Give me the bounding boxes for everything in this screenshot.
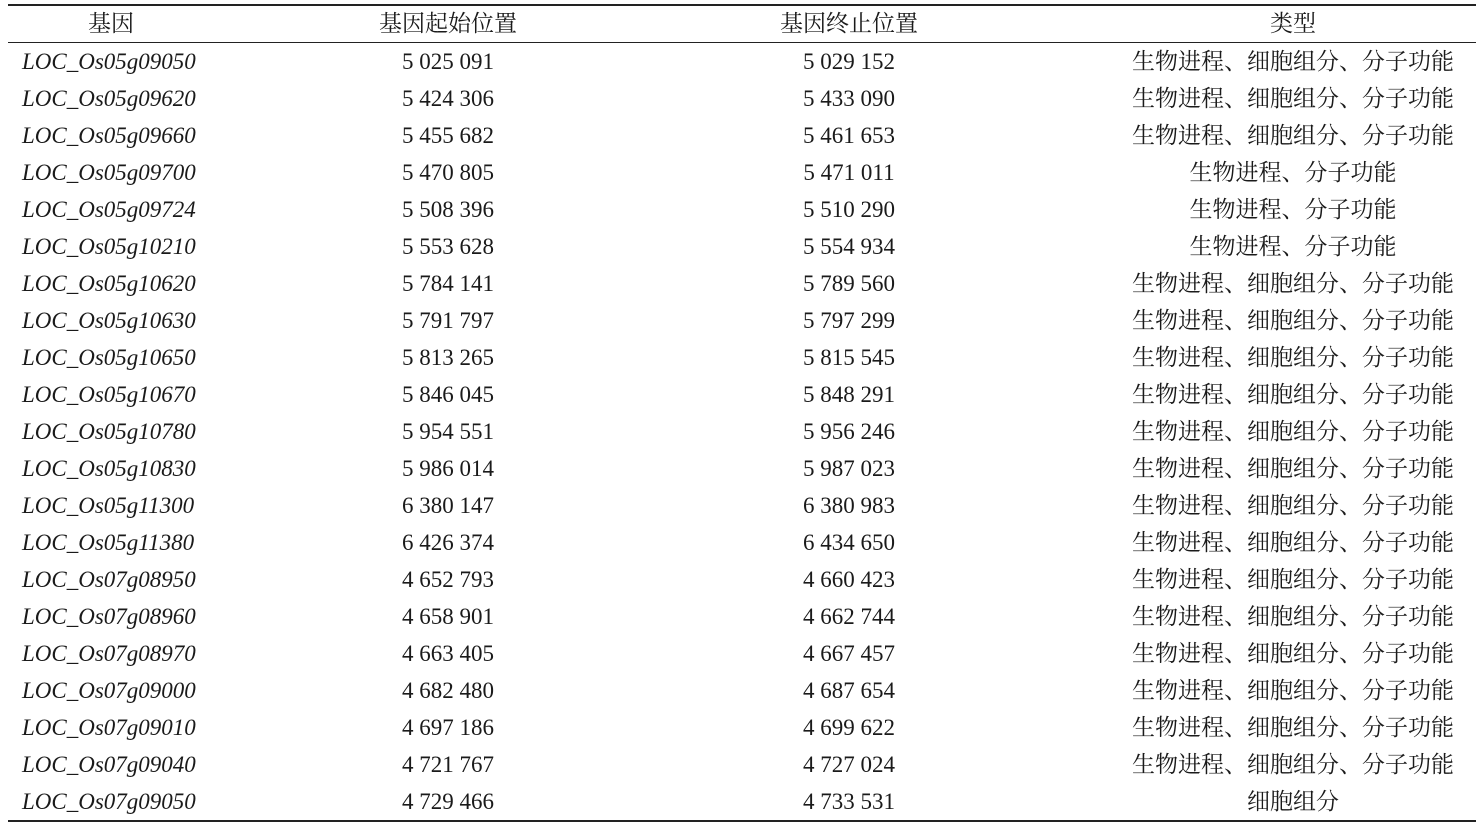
cell-start-position: 5 986 014 [402, 456, 494, 481]
table-row [8, 672, 1476, 709]
cell-type: 生物进程、细胞组分、分子功能 [1132, 678, 1454, 703]
header-gene: 基因 [88, 11, 134, 36]
cell-type: 生物进程、细胞组分、分子功能 [1132, 715, 1454, 740]
cell-start-position: 4 663 405 [402, 641, 494, 666]
cell-type: 生物进程、细胞组分、分子功能 [1132, 530, 1454, 555]
cell-type: 生物进程、细胞组分、分子功能 [1132, 49, 1454, 74]
cell-type: 生物进程、细胞组分、分子功能 [1132, 752, 1454, 777]
table-row [8, 598, 1476, 635]
cell-gene: LOC_Os05g10650 [22, 345, 196, 370]
cell-start-position: 6 380 147 [402, 493, 494, 518]
gene-table-container [8, 4, 1476, 822]
table-body [8, 43, 1476, 822]
cell-start-position: 5 553 628 [402, 234, 494, 259]
cell-gene: LOC_Os07g09000 [22, 678, 196, 703]
cell-gene: LOC_Os05g10670 [22, 382, 196, 407]
table-row [8, 746, 1476, 783]
table-row [8, 191, 1476, 228]
cell-type: 生物进程、细胞组分、分子功能 [1132, 641, 1454, 666]
table-row [8, 709, 1476, 746]
table-row [8, 561, 1476, 598]
header-end: 基因终止位置 [780, 11, 918, 36]
cell-start-position: 5 813 265 [402, 345, 494, 370]
cell-type: 生物进程、细胞组分、分子功能 [1132, 604, 1454, 629]
table-row [8, 635, 1476, 672]
cell-gene: LOC_Os05g09700 [22, 160, 196, 185]
cell-end-position: 4 699 622 [803, 715, 895, 740]
table-row [8, 265, 1476, 302]
cell-start-position: 5 954 551 [402, 419, 494, 444]
cell-start-position: 5 846 045 [402, 382, 494, 407]
cell-type: 生物进程、细胞组分、分子功能 [1132, 382, 1454, 407]
table-row [8, 43, 1476, 81]
cell-start-position: 5 508 396 [402, 197, 494, 222]
cell-gene: LOC_Os05g10630 [22, 308, 196, 333]
cell-type: 生物进程、分子功能 [1189, 197, 1397, 222]
cell-end-position: 4 660 423 [803, 567, 895, 592]
cell-gene: LOC_Os07g08950 [22, 567, 196, 592]
header-row [8, 5, 1476, 43]
table-row [8, 450, 1476, 487]
cell-gene: LOC_Os05g10780 [22, 419, 196, 444]
cell-type: 生物进程、细胞组分、分子功能 [1132, 567, 1454, 592]
cell-start-position: 6 426 374 [402, 530, 494, 555]
cell-type: 生物进程、细胞组分、分子功能 [1132, 493, 1454, 518]
cell-start-position: 4 721 767 [402, 752, 494, 777]
cell-end-position: 4 733 531 [803, 789, 895, 814]
cell-start-position: 5 025 091 [402, 49, 494, 74]
cell-end-position: 5 987 023 [803, 456, 895, 481]
cell-gene: LOC_Os05g10830 [22, 456, 196, 481]
cell-start-position: 5 470 805 [402, 160, 494, 185]
cell-end-position: 5 554 934 [803, 234, 895, 259]
cell-start-position: 5 791 797 [402, 308, 494, 333]
cell-type: 生物进程、细胞组分、分子功能 [1132, 271, 1454, 296]
cell-end-position: 5 510 290 [803, 197, 895, 222]
cell-start-position: 4 658 901 [402, 604, 494, 629]
cell-type: 生物进程、细胞组分、分子功能 [1132, 345, 1454, 370]
cell-end-position: 4 667 457 [803, 641, 895, 666]
cell-start-position: 5 455 682 [402, 123, 494, 148]
table-row [8, 228, 1476, 265]
table-row [8, 80, 1476, 117]
cell-gene: LOC_Os07g09050 [22, 789, 196, 814]
table-row [8, 117, 1476, 154]
cell-end-position: 6 434 650 [803, 530, 895, 555]
cell-gene: LOC_Os05g09620 [22, 86, 196, 111]
table-row [8, 524, 1476, 561]
cell-gene: LOC_Os07g08970 [22, 641, 196, 666]
cell-end-position: 5 815 545 [803, 345, 895, 370]
header-start: 基因起始位置 [379, 11, 517, 36]
cell-end-position: 5 471 011 [803, 160, 895, 185]
cell-type: 生物进程、细胞组分、分子功能 [1132, 308, 1454, 333]
table-header [8, 5, 1476, 43]
cell-end-position: 5 797 299 [803, 308, 895, 333]
table-row [8, 376, 1476, 413]
cell-type: 生物进程、细胞组分、分子功能 [1132, 419, 1454, 444]
cell-end-position: 5 848 291 [803, 382, 895, 407]
cell-start-position: 4 697 186 [402, 715, 494, 740]
cell-gene: LOC_Os05g09660 [22, 123, 196, 148]
gene-table [8, 4, 1476, 822]
cell-type: 生物进程、细胞组分、分子功能 [1132, 86, 1454, 111]
cell-end-position: 5 029 152 [803, 49, 895, 74]
cell-end-position: 5 433 090 [803, 86, 895, 111]
cell-end-position: 6 380 983 [803, 493, 895, 518]
cell-type: 生物进程、细胞组分、分子功能 [1132, 123, 1454, 148]
cell-gene: LOC_Os05g10210 [22, 234, 196, 259]
table-row [8, 339, 1476, 376]
cell-type: 生物进程、细胞组分、分子功能 [1132, 456, 1454, 481]
cell-type: 细胞组分 [1247, 789, 1339, 814]
cell-type: 生物进程、分子功能 [1189, 160, 1397, 185]
cell-end-position: 5 789 560 [803, 271, 895, 296]
cell-gene: LOC_Os05g09724 [22, 197, 196, 222]
cell-start-position: 4 682 480 [402, 678, 494, 703]
table-row [8, 413, 1476, 450]
cell-gene: LOC_Os07g09010 [22, 715, 196, 740]
cell-end-position: 4 727 024 [803, 752, 895, 777]
cell-start-position: 4 729 466 [402, 789, 494, 814]
cell-gene: LOC_Os05g11380 [22, 530, 195, 555]
table-row [8, 783, 1476, 821]
cell-end-position: 5 956 246 [803, 419, 895, 444]
cell-start-position: 5 784 141 [402, 271, 494, 296]
table-row [8, 487, 1476, 524]
cell-start-position: 5 424 306 [402, 86, 494, 111]
cell-end-position: 4 687 654 [803, 678, 895, 703]
cell-start-position: 4 652 793 [402, 567, 494, 592]
cell-gene: LOC_Os07g09040 [22, 752, 196, 777]
header-type: 类型 [1270, 11, 1316, 36]
cell-gene: LOC_Os05g10620 [22, 271, 196, 296]
cell-gene: LOC_Os05g09050 [22, 49, 196, 74]
cell-gene: LOC_Os05g11300 [22, 493, 195, 518]
cell-gene: LOC_Os07g08960 [22, 604, 196, 629]
cell-end-position: 5 461 653 [803, 123, 895, 148]
cell-end-position: 4 662 744 [803, 604, 895, 629]
table-row [8, 302, 1476, 339]
table-row [8, 154, 1476, 191]
cell-type: 生物进程、分子功能 [1189, 234, 1397, 259]
